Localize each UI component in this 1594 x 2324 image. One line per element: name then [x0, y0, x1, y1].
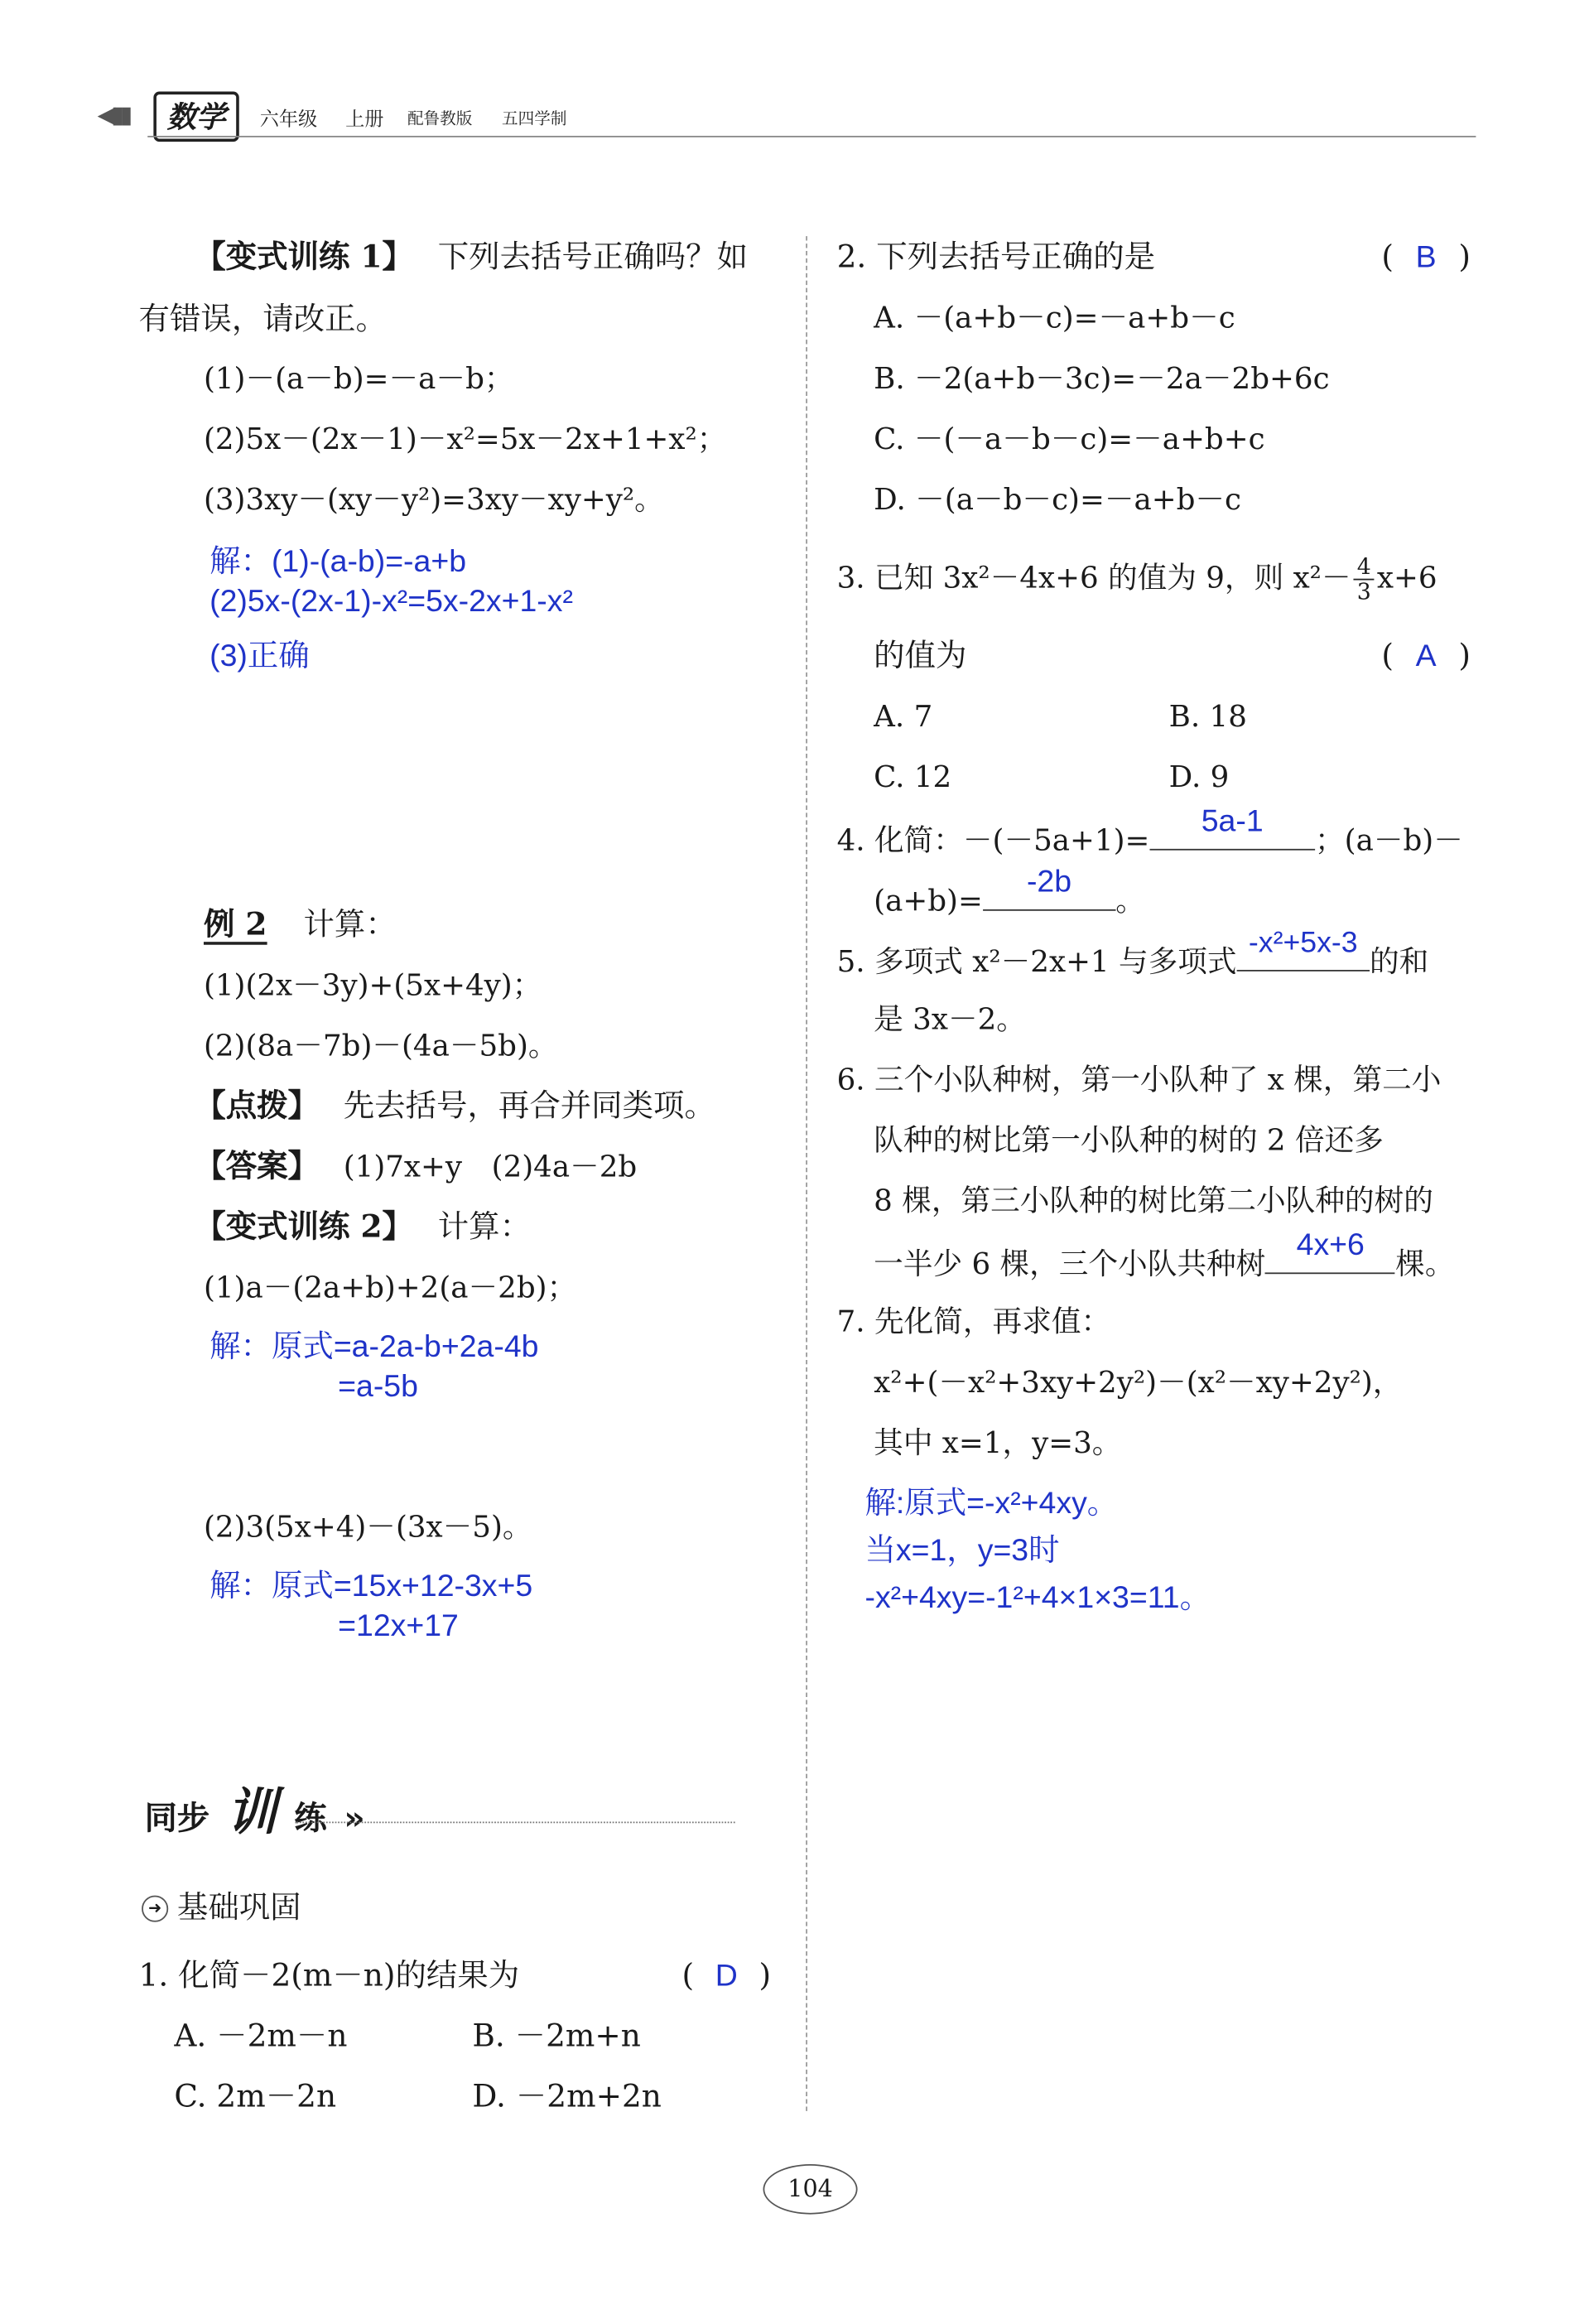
example2-prompt: 计算：: [303, 906, 397, 943]
arrow-circle-icon: ➜: [142, 1896, 168, 1922]
q6-last-a: 一半少 6 棵，三个小队共种树: [874, 1246, 1266, 1282]
q6-line2: 队种的树比第一小队种的树的 2 倍还多: [874, 1121, 1384, 1158]
q4-blank-1: [1149, 804, 1315, 851]
q6-line1: 6. 三个小队种树，第一小队种了 x 棵，第二小: [836, 1061, 1442, 1097]
q7-condition: 其中 x=1，y=3。: [874, 1425, 1122, 1460]
q7-expression: x²+(－x²+3xy+2y²)－(x²－xy+2y²)，: [874, 1363, 1403, 1400]
variant1-prompt-line2: 有错误，请改正。: [138, 301, 387, 337]
variant2-answer-1a: 解：原式=a-2a-b+2a-4b: [209, 1329, 539, 1364]
q5-answer: -x²+5x-3: [1248, 927, 1358, 960]
sync-title-a: 同步: [144, 1801, 210, 1839]
q2-text: 2. 下列去括号正确的是: [836, 239, 1156, 275]
answer-text: (1)7x+y (2)4a－2b: [343, 1148, 638, 1184]
variant1-heading: [195, 236, 748, 277]
q3-frac-den: 3: [1356, 578, 1371, 605]
header-rule: [147, 136, 1476, 137]
q2-option-c: C. －(－a－b－c)=－a+b+c: [874, 420, 1265, 456]
subject-logo: 数学: [153, 92, 238, 142]
column-divider: [806, 236, 807, 2111]
q7-title: 7. 先化简，再求值：: [836, 1303, 1111, 1339]
sync-arrows: »: [344, 1801, 365, 1839]
hint-label: 【点拨】: [195, 1086, 319, 1124]
q3-option-a: A. 7: [874, 698, 933, 734]
variant1-answer-3: (3)正确: [209, 639, 310, 673]
q1-option-a: A. －2m－n: [174, 2018, 348, 2054]
q1-answer-bracket: ( D ): [681, 1955, 771, 1998]
variant2-answer-2b: =12x+17: [338, 1608, 459, 1643]
q5-line1: [836, 927, 1429, 981]
q3-line2: 的值为: [874, 637, 967, 673]
q2-option-a: A. －(a+b－c)=－a+b－c: [874, 299, 1235, 335]
q6-last-b: 棵。: [1395, 1246, 1455, 1282]
q4-text-c: (a+b)=: [874, 882, 983, 919]
q1-text: 1. 化简－2(m－n)的结果为: [138, 1957, 520, 1994]
q1-option-b: B. －2m+n: [472, 2018, 641, 2054]
header-system: 五四学制: [502, 108, 567, 129]
variant2-label: 【变式训练 2】: [195, 1208, 413, 1245]
hint-text: 先去括号，再合并同类项。: [343, 1087, 715, 1124]
variant2-item-1: (1)a－(2a+b)+2(a－2b)；: [203, 1269, 577, 1305]
header-edition: 配鲁教版: [407, 108, 473, 129]
variant1-answer-2: (2)5x-(2x-1)-x²=5x-2x+1-x²: [209, 584, 573, 619]
header-ornament: ◀▮▮: [97, 100, 128, 129]
example2-item-2: (2)(8a－7b)－(4a－5b)。: [203, 1027, 558, 1063]
variant1-item-1: (1)－(a－b)=－a－b；: [203, 359, 514, 396]
q6-blank: [1265, 1227, 1395, 1274]
q4-answer-2: -2b: [1026, 865, 1072, 899]
variant2-heading: [195, 1206, 531, 1247]
sync-title-c: 练: [294, 1801, 327, 1839]
q7-answer-1: 解:原式=-x²+4xy。: [864, 1486, 1119, 1521]
example2-label: 例 2: [204, 905, 267, 945]
q3-option-b: B. 18: [1168, 698, 1247, 734]
basic-subsection: [142, 1887, 301, 1928]
q5-blank: [1237, 927, 1370, 972]
variant1-label: 【变式训练 1】: [195, 237, 413, 275]
q3-frac-num: 4: [1354, 555, 1374, 580]
variant2-answer-1b: =a-5b: [338, 1370, 418, 1405]
q5-text-a: 5. 多项式 x²－2x+1 与多项式: [836, 943, 1237, 979]
q3-option-d: D. 9: [1168, 759, 1230, 794]
q4-line1: [836, 804, 1463, 861]
q4-blank-2: [983, 865, 1115, 911]
example2-hint: [195, 1085, 715, 1126]
page-number: 104: [763, 2164, 858, 2215]
q1-option-d: D. －2m+2n: [472, 2078, 662, 2114]
example2-heading: [204, 904, 397, 945]
q1-option-c: C. 2m－2n: [174, 2078, 337, 2114]
q5-text-b: 的和: [1369, 943, 1429, 979]
q3-text-b: x+6: [1376, 559, 1437, 595]
answer-label: 【答案】: [195, 1146, 319, 1184]
q2-option-b: B. －2(a+b－3c)=－2a－2b+6c: [874, 359, 1330, 396]
q2-option-d: D. －(a－b－c)=－a+b－c: [874, 481, 1242, 517]
q4-text-a: 4. 化简：－(－5a+1)=: [836, 822, 1150, 858]
example2-item-1: (1)(2x－3y)+(5x+4y)；: [203, 967, 542, 1003]
q3-option-c: C. 12: [874, 759, 952, 794]
q2-answer: B: [1415, 240, 1437, 275]
q3-text-a: 3. 已知 3x²－4x+6 的值为 9，则 x²－: [836, 559, 1351, 595]
sync-title-b: 训: [226, 1783, 277, 1843]
sync-training-title: [145, 1772, 365, 1844]
variant1-item-3: (3)3xy－(xy－y²)=3xy－xy+y²。: [203, 481, 664, 517]
q3-answer: A: [1415, 639, 1437, 673]
header-volume: 上册: [345, 108, 384, 132]
variant2-item-2: (2)3(5x+4)－(3x－5)。: [203, 1508, 532, 1545]
variant2-answer-2a: 解：原式=15x+12-3x+5: [209, 1569, 533, 1603]
q2-answer-bracket: ( B ): [1381, 236, 1471, 279]
variant1-prompt-line1: 下列去括号正确吗？如: [437, 239, 749, 275]
q1-answer: D: [715, 1959, 738, 1994]
variant1-answer-1: 解：(1)-(a-b)=-a+b: [209, 544, 467, 579]
q4-line2: [874, 865, 1145, 921]
sync-title-rule: [295, 1821, 734, 1823]
q7-answer-3: -x²+4xy=-1²+4×1×3=11。: [864, 1580, 1211, 1615]
q6-answer: 4x+6: [1296, 1227, 1365, 1262]
example2-answer: [195, 1145, 637, 1187]
q6-line4: [874, 1227, 1455, 1284]
q3-fraction: [1354, 555, 1374, 604]
q3-line1: [837, 555, 1437, 604]
q4-answer-1: 5a-1: [1201, 804, 1264, 839]
q3-answer-bracket: ( A ): [1381, 634, 1471, 677]
q4-text-d: 。: [1115, 882, 1145, 919]
q6-line3: 8 棵，第三小队种的树比第二小队种的树的: [874, 1182, 1433, 1218]
header-grade: 六年级: [259, 108, 318, 132]
variant1-item-2: (2)5x－(2x－1)－x²=5x－2x+1+x²；: [203, 420, 727, 456]
basic-subsection-title: 基础巩固: [176, 1889, 301, 1926]
q5-line2: 是 3x－2。: [874, 1000, 1026, 1037]
q7-answer-2: 当x=1，y=3时: [864, 1533, 1060, 1568]
variant2-prompt: 计算：: [437, 1208, 531, 1245]
q4-text-b: ；(a－b)－: [1315, 822, 1463, 858]
